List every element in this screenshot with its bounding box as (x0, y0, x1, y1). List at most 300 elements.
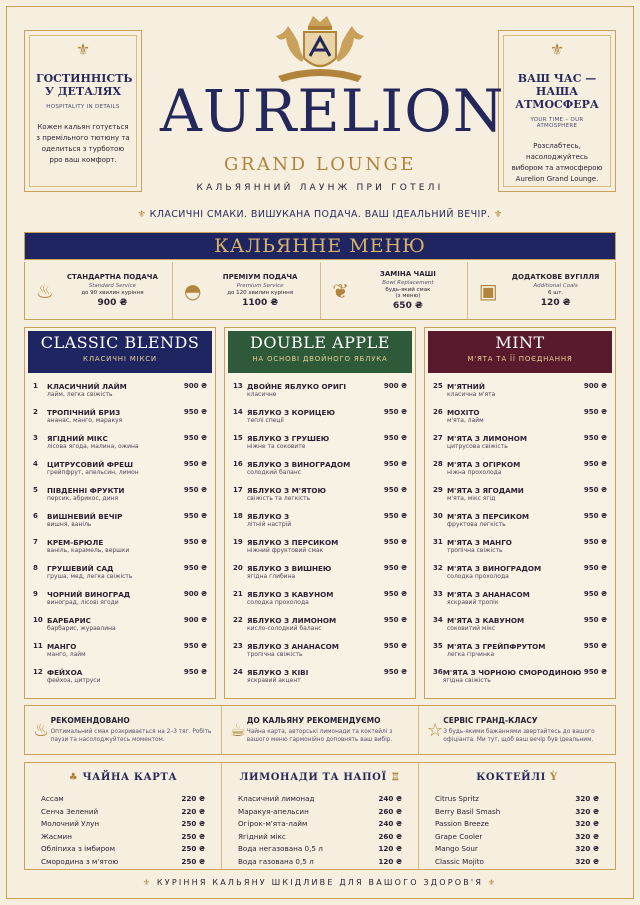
menu-item (433, 460, 607, 486)
menu-item (33, 590, 207, 616)
menu-item (233, 408, 407, 434)
item-price: 950 ₴ (583, 460, 607, 468)
drink-price: 240 ₴ (378, 794, 402, 803)
recommend-title: РЕКОМЕНДОВАНО (50, 716, 130, 725)
item-name: МОХІТО (447, 408, 480, 417)
drink-name: Обліпиха з імбиром (41, 844, 116, 853)
item-desc: яскравий акцент (247, 677, 301, 684)
drink-price: 320 ₴ (575, 794, 599, 803)
service-price: 1100 ₴ (242, 298, 279, 308)
item-name: ЯБЛУКО З М'ЯТОЮ (247, 486, 326, 495)
menu-item (433, 538, 607, 564)
column-header (428, 331, 612, 373)
drink-price: 250 ₴ (181, 831, 205, 841)
item-desc: яскравий тропік (447, 599, 499, 606)
glass-icon: ♖ (386, 772, 401, 783)
drink-name: Passion Breeze (435, 819, 489, 828)
item-price: 950 ₴ (183, 512, 207, 520)
service-desc-note: (з меню) (395, 293, 421, 299)
item-desc: виноград, лісові ягоди (47, 599, 119, 606)
item-name: М'ЯТА З ЧОРНОЮ СМОРОДИНОЮ (442, 668, 582, 677)
item-desc: лайм, легка свіжість (47, 391, 113, 398)
drink-name: Молочний Улун (41, 819, 100, 828)
item-number: 16 (233, 460, 243, 468)
item-price: 950 ₴ (583, 590, 607, 598)
item-number: 15 (233, 434, 243, 442)
item-price: 950 ₴ (383, 538, 407, 546)
drink-price: 320 ₴ (575, 806, 599, 816)
item-desc: м'ята, мікс ягід (447, 495, 496, 502)
drink-row (435, 806, 599, 819)
item-desc: класична м'ята (447, 391, 496, 398)
service-sub: Additional Coals (533, 283, 578, 289)
item-price: 900 ₴ (183, 590, 207, 598)
item-price: 950 ₴ (583, 642, 607, 650)
item-number: 11 (33, 642, 43, 650)
menu-item (33, 408, 207, 434)
item-list (425, 376, 615, 694)
menu-item (33, 460, 207, 486)
menu-item (233, 590, 407, 616)
service-desc (355, 287, 462, 299)
double-apple-column (224, 327, 416, 699)
item-price: 950 ₴ (383, 668, 407, 676)
item-price: 950 ₴ (383, 616, 407, 624)
drink-name: Жасмин (41, 831, 72, 841)
item-price: 950 ₴ (383, 564, 407, 572)
item-number: 12 (33, 668, 43, 676)
menu-title: КАЛЬЯННЕ МЕНЮ (214, 235, 426, 257)
menu-banner (24, 232, 616, 260)
menu-item (33, 668, 207, 694)
fleur-de-lis-icon: ⚜ (483, 878, 498, 887)
item-price: 900 ₴ (583, 382, 607, 390)
column-title: DOUBLE APPLE (250, 333, 390, 352)
item-price: 900 ₴ (383, 382, 407, 390)
menu-item (33, 538, 207, 564)
item-desc: лісова ягода, малина, ожина (47, 443, 139, 450)
item-name: ГРУШЕВИЙ САД (47, 564, 114, 573)
item-name: ЯБЛУКО З КІВІ (247, 668, 309, 677)
item-name: М'ЯТА З МАНГО (447, 538, 512, 547)
item-name: ЯБЛУКО З ВИНОГРАДОМ (247, 460, 351, 469)
drink-name: Berry Basil Smash (435, 806, 501, 816)
column-subtitle: КЛАСИЧНІ МІКСИ (83, 355, 157, 363)
service-sub: Bowl Replacement (382, 280, 434, 286)
menu-item (233, 616, 407, 642)
item-name: ФЕЙХОА (47, 668, 83, 677)
column-title: MINT (495, 333, 545, 352)
drink-row (435, 831, 599, 844)
slogan-text: КЛАСИЧНІ СМАКИ. ВИШУКАНА ПОДАЧА. ВАШ ІДЕАЛЬНИЙ ВЕЧІР. (149, 209, 491, 220)
menu-item (233, 668, 407, 694)
hospitality-title: ГОСТИННІСТЬ У ДЕТАЛЯХ (36, 72, 133, 98)
item-desc: класичне (247, 391, 277, 398)
drink-row (41, 818, 205, 831)
service-options (24, 262, 616, 320)
drink-price: 260 ₴ (378, 806, 402, 816)
menu-item (233, 382, 407, 408)
item-name: ЯБЛУКО З КАВУНОМ (247, 590, 334, 599)
item-price: 950 ₴ (583, 564, 607, 572)
item-name: М'ЯТА З ГРЕЙПФРУТОМ (447, 642, 546, 651)
item-desc: літній настрій (247, 521, 292, 528)
item-price: 950 ₴ (583, 512, 607, 520)
column-title: CLASSIC BLENDS (40, 333, 200, 352)
star-icon: ☆ (427, 719, 444, 741)
item-name: ЯБЛУКО З КОРИЦЕЮ (247, 408, 335, 417)
drink-name: Mango Sour (435, 844, 478, 853)
item-list (225, 376, 415, 694)
drink-price: 320 ₴ (575, 819, 599, 828)
menu-item (233, 564, 407, 590)
item-name: ПІВДЕННІ ФРУКТИ (47, 486, 125, 495)
lemonade-title (238, 769, 402, 793)
service-name: ЗАМІНА ЧАШІ (379, 270, 436, 278)
item-number: 17 (233, 486, 243, 494)
item-name: М'ЯТА З ПЕРСИКОМ (447, 512, 530, 521)
item-desc: манго, лайм (47, 651, 86, 658)
item-number: 20 (233, 564, 243, 572)
drink-price: 250 ₴ (181, 819, 205, 828)
hospitality-text: Кожен кальян готується з премільного тютюну та оделиться з турботою рро ваш комфорт. (36, 123, 130, 164)
item-price: 950 ₴ (383, 434, 407, 442)
drink-price: 120 ₴ (378, 856, 402, 866)
item-number: 36 (433, 668, 443, 676)
recommend-text: З будь-якими бажаннями звертайтесь до вашого офіціанта. Ми тут, щоб ваш вечір був ідеальним. (443, 729, 595, 743)
item-name: М'ЯТА З АНАНАСОМ (447, 590, 530, 599)
cocktail-list (419, 763, 615, 869)
drink-name: Вода негазована 0,5 л (238, 844, 323, 853)
item-number: 27 (433, 434, 443, 442)
service-desc: 6 шт. (548, 290, 564, 296)
hospitality-card (24, 30, 142, 192)
item-desc: фейхоа, цитруси (47, 677, 101, 684)
service-desc: до 90 хвилин куріння (81, 290, 144, 296)
service-price: 120 ₴ (540, 298, 571, 308)
lemonade-title-text: ЛИМОНАДИ ТА НАПОЇ (239, 772, 387, 783)
item-number: 7 (33, 538, 38, 546)
cocktail-title-text: КОКТЕЙЛІ (476, 772, 546, 783)
item-name: М'ЯТА З КАВУНОМ (447, 616, 525, 625)
item-name: ЯБЛУКО З ГРУШЕЮ (247, 434, 330, 443)
column-subtitle: М'ЯТА ТА ЇЇ ПОЄДНАННЯ (467, 355, 573, 363)
item-desc: соковитий мікс (447, 625, 496, 632)
drink-price: 240 ₴ (378, 819, 402, 828)
item-desc: тропічна свіжість (247, 651, 303, 658)
drink-row (435, 843, 599, 856)
item-desc: груша, мед, легка свіжість (47, 573, 133, 580)
item-price: 950 ₴ (583, 616, 607, 624)
slogan (120, 209, 520, 220)
atmosphere-subtitle: YOUR TIME – OUR ATMOSPHERE (530, 117, 584, 129)
item-number: 33 (433, 590, 443, 598)
item-price: 950 ₴ (183, 434, 207, 442)
drink-name: Ягідний мікс (238, 831, 286, 841)
drink-name: Маракуя-апельсин (238, 806, 309, 816)
item-number: 29 (433, 486, 443, 494)
item-desc: барбарис, журавлина (47, 625, 116, 632)
item-desc: персик, абрикос, диня (47, 495, 119, 502)
item-price: 950 ₴ (383, 642, 407, 650)
menu-item (233, 460, 407, 486)
service-sub: Premium Service (236, 283, 284, 289)
item-price: 950 ₴ (583, 668, 607, 676)
menu-item (433, 434, 607, 460)
fleur-de-lis-icon: ⚜ (75, 40, 91, 59)
item-desc: ананас, манго, маракуя (47, 417, 123, 424)
column-subtitle: НА ОСНОВІ ДВОЙНОГО ЯБЛУКА (252, 355, 388, 363)
item-name: М'ЯТА З ЛИМОНОМ (447, 434, 527, 443)
fleur-de-lis-icon: ⚜ (490, 209, 503, 220)
brand-subtitle: GRAND LOUNGE (224, 154, 416, 175)
item-desc: солодкий баланс (247, 469, 302, 476)
item-name: ТРОПІЧНИЙ БРИЗ (47, 408, 121, 417)
drink-name: Grape Cooler (435, 831, 483, 841)
item-number: 24 (233, 668, 243, 676)
item-name: МАНГО (47, 642, 77, 651)
item-desc: ніжна прохолода (447, 469, 502, 476)
brand-tagline: КАЛЬЯЯННИЙ ЛАУНЖ ПРИ ГОТЕЛІ (196, 183, 444, 193)
item-name: КЛАСИЧНИЙ ЛАЙМ (47, 382, 127, 391)
drink-row (41, 856, 205, 869)
coals-icon: ▣ (478, 278, 498, 303)
service-name: ПРЕМІУМ ПОДАЧА (222, 273, 298, 281)
recommend-card (25, 706, 222, 754)
item-number: 18 (233, 512, 243, 520)
drink-row (238, 806, 402, 819)
item-desc: свіжість та легкість (247, 495, 311, 502)
item-price: 900 ₴ (183, 382, 207, 390)
mint-column (424, 327, 616, 699)
brand-name: AURELION (160, 77, 505, 145)
item-name: М'ЯТНИЙ (447, 382, 485, 391)
drink-row (41, 831, 205, 844)
item-name: ЯБЛУКО З АНАНАСОМ (247, 642, 339, 651)
menu-item (433, 642, 607, 668)
leaf-icon: ❦ (332, 278, 349, 303)
item-price: 950 ₴ (183, 538, 207, 546)
item-price: 950 ₴ (383, 408, 407, 416)
item-desc: ягідна глибина (247, 573, 296, 580)
item-price: 950 ₴ (583, 434, 607, 442)
drink-name: Classic Mojito (435, 856, 484, 866)
item-desc: ваніль, карамель, вершки (47, 547, 130, 554)
item-name: ЯБЛУКО З ПЕРСИКОМ (247, 538, 339, 547)
hookah-icon: ♨ (33, 719, 50, 741)
recommend-title: СЕРВІС ГРАНД-КЛАСУ (443, 716, 538, 725)
item-name: М'ЯТА З ЯГОДАМИ (447, 486, 524, 495)
item-desc: ніжне та соковите (247, 443, 306, 450)
recommend-text: Чайна карта, авторські лимонади та коктейлі з вашого меню гармонійно доповнять ваш вибір. (246, 729, 393, 743)
recommend-card (419, 706, 615, 754)
item-price: 950 ₴ (383, 512, 407, 520)
atmosphere-text: Розслабтесь, насолоджуйтесь вибором та атмосферою Aurelion Grand Lounge. (511, 142, 603, 183)
item-desc: фруктова легкість (447, 521, 506, 528)
item-name: ЧОРНИЙ ВИНОГРАД (47, 590, 131, 599)
menu-item (433, 668, 607, 694)
menu-item (33, 382, 207, 408)
recommend-text: Оптимальний смак розкривається на 2–3 тяг. Робіть паузи та насолоджуйтесь моментом. (50, 729, 212, 743)
drink-row (238, 856, 402, 869)
recommendations (24, 705, 616, 755)
item-desc: кисло-солодкий баланс (247, 625, 322, 632)
cloche-icon: ◓ (184, 278, 202, 303)
drink-price: 320 ₴ (575, 856, 599, 866)
item-desc: ягідна свіжість (442, 677, 491, 684)
item-name: БАРБАРИС (47, 616, 91, 625)
tea-title-text: ЧАЙНА КАРТА (82, 772, 178, 783)
item-number: 35 (433, 642, 443, 650)
item-name: ЯБЛУКО З ЛИМОНОМ (247, 616, 337, 625)
drink-row (41, 843, 205, 856)
item-number: 23 (233, 642, 243, 650)
recommend-card (222, 706, 419, 754)
drink-price: 120 ₴ (378, 844, 402, 853)
item-price: 950 ₴ (583, 486, 607, 494)
item-number: 25 (433, 382, 443, 390)
drink-price: 320 ₴ (575, 831, 599, 841)
hospitality-subtitle: HOSPITALITY IN DETAILS (46, 104, 120, 110)
item-number: 21 (233, 590, 243, 598)
drink-row (41, 793, 205, 806)
hookah-icon: ♨ (36, 278, 54, 303)
fleur-de-lis-icon: ⚜ (137, 209, 150, 220)
drink-name: Сенча Зелений (41, 806, 99, 816)
fleur-de-lis-icon: ⚜ (142, 878, 157, 887)
drink-name: Вода газована 0,5 л (238, 856, 314, 866)
item-price: 950 ₴ (183, 564, 207, 572)
menu-item (33, 512, 207, 538)
column-header (28, 331, 212, 373)
item-price: 950 ₴ (383, 486, 407, 494)
menu-item (233, 512, 407, 538)
item-desc: легка гірчинка (447, 651, 495, 658)
item-desc: теплі спеції (247, 417, 284, 424)
item-number: 10 (33, 616, 43, 624)
item-number: 5 (33, 486, 38, 494)
drink-price: 320 ₴ (575, 844, 599, 853)
menu-item (433, 486, 607, 512)
drink-row (435, 856, 599, 869)
item-number: 34 (433, 616, 443, 624)
menu-item (433, 590, 607, 616)
service-premium (173, 262, 321, 319)
drink-row (435, 818, 599, 831)
drink-price: 260 ₴ (378, 831, 402, 841)
item-desc: вишня, ваніль (47, 521, 92, 528)
atmosphere-card (498, 30, 616, 192)
item-name: М'ЯТА З ОГІРКОМ (447, 460, 521, 469)
menu-item (33, 642, 207, 668)
drink-row (238, 843, 402, 856)
service-desc-main: будь-який смак (385, 287, 431, 293)
item-price: 950 ₴ (183, 642, 207, 650)
drink-row (238, 793, 402, 806)
item-number: 1 (33, 382, 38, 390)
drink-price: 220 ₴ (181, 806, 205, 816)
item-price: 900 ₴ (183, 616, 207, 624)
item-number: 26 (433, 408, 443, 416)
menu-item (233, 538, 407, 564)
item-number: 3 (33, 434, 38, 442)
item-price: 950 ₴ (183, 408, 207, 416)
service-bowl (321, 262, 469, 319)
service-price: 650 ₴ (393, 301, 423, 311)
drink-row (238, 818, 402, 831)
item-desc: тропічна свіжість (447, 547, 503, 554)
cocktail-title (435, 769, 599, 793)
menu-item (233, 434, 407, 460)
menu-item (33, 616, 207, 642)
classic-blends-column (24, 327, 216, 699)
service-sub: Standard Service (88, 283, 136, 289)
health-warning (60, 878, 580, 887)
item-list (25, 376, 215, 694)
menu-item (233, 642, 407, 668)
menu-item (33, 564, 207, 590)
item-desc: м'ята, лайм (447, 417, 484, 424)
teacup-icon: ☕ (230, 719, 247, 741)
item-name: ЦИТРУСОВИЙ ФРЕШ (47, 460, 133, 469)
drink-name: Смородина з м'ятою (41, 856, 119, 866)
drink-price: 250 ₴ (181, 844, 205, 853)
item-number: 2 (33, 408, 38, 416)
item-number: 13 (233, 382, 243, 390)
item-price: 950 ₴ (183, 460, 207, 468)
drink-name: Ассам (41, 794, 64, 803)
item-number: 30 (433, 512, 443, 520)
item-desc: цитрусова свіжість (447, 443, 508, 450)
item-name: ДВОЙНЕ ЯБЛУКО ОРИГІ (247, 382, 347, 391)
item-name: М'ЯТА З ВИНОГРАДОМ (447, 564, 542, 573)
drink-price: 220 ₴ (181, 794, 205, 803)
item-price: 950 ₴ (583, 538, 607, 546)
item-desc: солодка прохолода (447, 573, 509, 580)
fleur-de-lis-icon: ⚜ (549, 40, 565, 59)
menu-item (233, 486, 407, 512)
item-number: 14 (233, 408, 243, 416)
item-price: 950 ₴ (183, 668, 207, 676)
menu-item (433, 564, 607, 590)
item-number: 28 (433, 460, 443, 468)
menu-item (433, 616, 607, 642)
service-name: СТАНДАРТНА ПОДАЧА (66, 273, 158, 281)
item-desc: солодка прохолода (247, 599, 309, 606)
item-name: ЯБЛУКО З ВИШНЕЮ (247, 564, 332, 573)
cocktail-icon: Ỳ (545, 772, 558, 783)
menu-item (433, 408, 607, 434)
item-name: ЯГІДНИЙ МІКС (47, 434, 108, 443)
drink-price: 250 ₴ (181, 856, 205, 866)
service-price: 900 ₴ (97, 298, 128, 308)
drink-name: Citrus Spritz (435, 794, 480, 803)
item-desc: ніжний фруктовий смак (247, 547, 324, 554)
item-number: 4 (33, 460, 38, 468)
item-price: 950 ₴ (183, 486, 207, 494)
item-number: 6 (33, 512, 38, 520)
item-number: 8 (33, 564, 38, 572)
menu-item (33, 434, 207, 460)
menu-item (33, 486, 207, 512)
item-number: 22 (233, 616, 243, 624)
drink-name: Класичний лимонад (238, 794, 315, 803)
item-price: 950 ₴ (583, 408, 607, 416)
item-name: ЯБЛУКО З (247, 512, 290, 521)
lemonade-list (222, 763, 419, 869)
menu-item (433, 382, 607, 408)
health-warning-text: КУРІННЯ КАЛЬЯНУ ШКІДЛИВЕ ДЛЯ ВАШОГО ЗДОРОВ'Я (156, 878, 484, 887)
